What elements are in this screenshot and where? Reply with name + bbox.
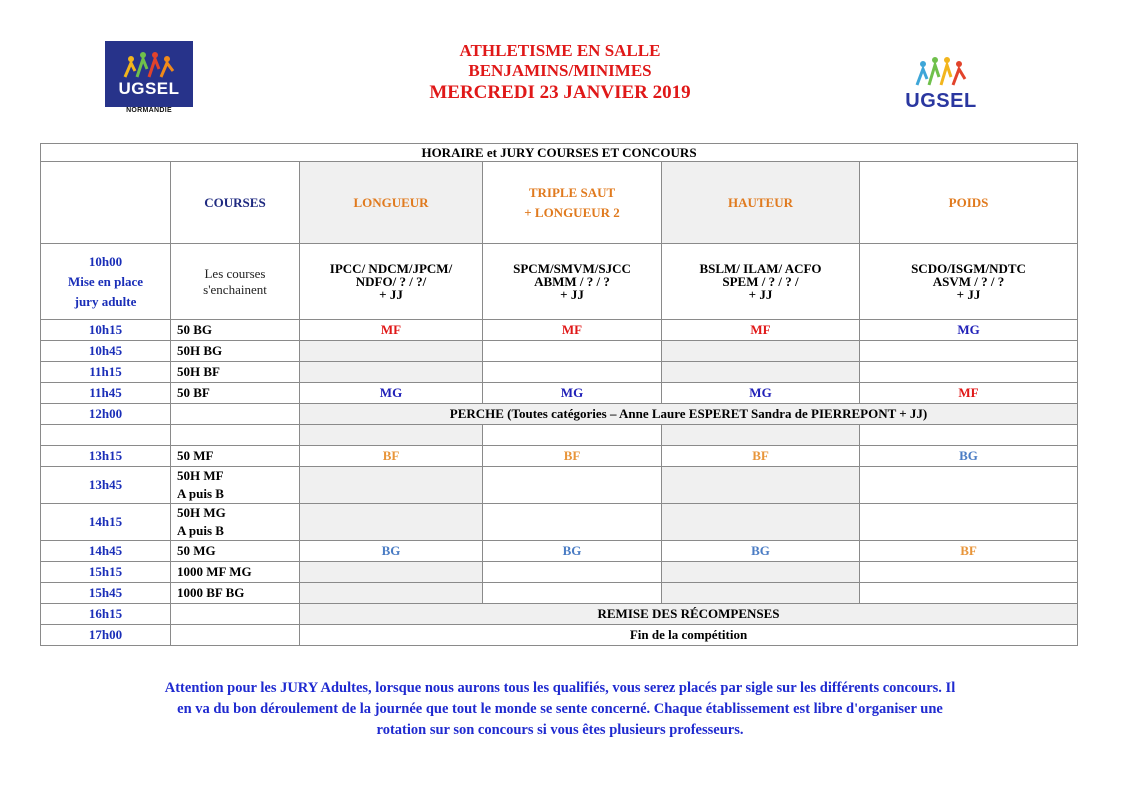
category-cell: BG: [300, 541, 483, 562]
awards-banner: REMISE DES RÉCOMPENSES: [300, 604, 1078, 625]
jury-hauteur: [662, 244, 860, 320]
table-title: HORAIRE et JURY COURSES ET CONCOURS: [41, 144, 1078, 162]
category-cell: MF: [300, 320, 483, 341]
empty-cell: [860, 362, 1078, 383]
race-cell: 50 BG: [171, 320, 300, 341]
category-cell: MG: [860, 320, 1078, 341]
category-cell: MG: [300, 383, 483, 404]
race-cell: 50 MG: [171, 541, 300, 562]
empty-cell: [860, 583, 1078, 604]
jury-line: SPCM/SMVM/SJCC: [513, 261, 631, 276]
title-line-1: ATHLETISME EN SALLE: [459, 41, 661, 60]
table-row: [41, 625, 1078, 646]
category-cell: BF: [860, 541, 1078, 562]
athletes-icon: [119, 51, 179, 81]
notice-line: en va du bon déroulement de la journée que tout le monde se sente concerné. Chaque établissement est libre d'organiser une: [177, 701, 943, 717]
note-line: Les courses: [204, 265, 266, 281]
race-cell: 1000 MF MG: [171, 562, 300, 583]
race-line: 50H MF: [177, 468, 224, 483]
race-cell: [171, 467, 300, 504]
race-cell: [171, 504, 300, 541]
race-cell: 50H BG: [171, 341, 300, 362]
empty-cell: [662, 362, 860, 383]
race-cell: 50H BF: [171, 362, 300, 383]
empty-cell: [300, 362, 483, 383]
category-cell: MF: [860, 383, 1078, 404]
time-text: 10h00: [88, 253, 123, 269]
category-cell: MF: [483, 320, 662, 341]
jury-line: IPCC/ NDCM/JPCM/: [329, 261, 453, 276]
time-cell: 10h15: [41, 320, 171, 341]
race-cell: 1000 BF BG: [171, 583, 300, 604]
time-cell: [41, 244, 171, 320]
table-row: [41, 244, 1078, 320]
courses-note: [171, 244, 300, 320]
empty-cell: [662, 425, 860, 446]
empty-cell: [171, 425, 300, 446]
note-line: s'enchainent: [203, 281, 267, 297]
empty-cell: [300, 341, 483, 362]
empty-cell: [860, 425, 1078, 446]
title-line-3: MERCREDI 23 JANVIER 2019: [429, 82, 691, 103]
jury-line: + JJ: [379, 287, 403, 302]
athletes-icon: [911, 55, 971, 89]
table-row: [41, 362, 1078, 383]
title-line-2: BENJAMINS/MINIMES: [468, 61, 652, 80]
perche-banner: PERCHE (Toutes catégories – Anne Laure ESPERET Sandra de PIERREPONT + JJ): [300, 404, 1078, 425]
empty-cell: [860, 467, 1078, 504]
time-cell: 10h45: [41, 341, 171, 362]
table-row: [41, 446, 1078, 467]
race-line: A puis B: [177, 486, 224, 501]
empty-cell: [171, 404, 300, 425]
empty-cell: [662, 504, 860, 541]
logo-word: UGSEL: [905, 90, 977, 112]
notice-line: Attention pour les JURY Adultes, lorsque nous aurons tous les qualifiés, vous serez placés par sigle sur les différents concours. Il: [164, 680, 956, 696]
header-empty-cell: [41, 162, 171, 244]
category-cell: BF: [662, 446, 860, 467]
column-header-poids: POIDS: [860, 162, 1078, 244]
jury-triple-saut: [483, 244, 662, 320]
column-header-courses: COURSES: [171, 162, 300, 244]
end-banner: Fin de la compétition: [300, 625, 1078, 646]
empty-cell: [300, 467, 483, 504]
race-line: 50H MG: [177, 505, 226, 520]
empty-cell: [483, 562, 662, 583]
time-cell: 17h00: [41, 625, 171, 646]
time-cell: 14h45: [41, 541, 171, 562]
empty-cell: [662, 467, 860, 504]
logo-subtitle: NORMANDIE: [126, 107, 172, 114]
empty-cell: [662, 583, 860, 604]
jury-longueur: [300, 244, 483, 320]
empty-cell: [300, 562, 483, 583]
empty-cell: [483, 583, 662, 604]
ugsel-logo: [902, 55, 980, 115]
category-cell: BG: [662, 541, 860, 562]
time-cell: 12h00: [41, 404, 171, 425]
table-row: [41, 383, 1078, 404]
empty-cell: [300, 583, 483, 604]
category-cell: BF: [483, 446, 662, 467]
time-cell: 14h15: [41, 504, 171, 541]
column-header-hauteur: HAUTEUR: [662, 162, 860, 244]
category-cell: MF: [662, 320, 860, 341]
jury-line: SPEM / ? / ? /: [722, 274, 799, 289]
empty-cell: [483, 467, 662, 504]
empty-cell: [171, 604, 300, 625]
race-cell: 50 MF: [171, 446, 300, 467]
table-row: [41, 583, 1078, 604]
schedule-table: [40, 143, 1078, 646]
empty-cell: [860, 562, 1078, 583]
table-row: [41, 341, 1078, 362]
jury-line: NDFO/ ? / ?/: [355, 274, 427, 289]
category-cell: MG: [662, 383, 860, 404]
empty-cell: [860, 504, 1078, 541]
time-cell: 15h45: [41, 583, 171, 604]
jury-poids: [860, 244, 1078, 320]
table-row: [41, 320, 1078, 341]
time-cell: 13h45: [41, 467, 171, 504]
category-cell: MG: [483, 383, 662, 404]
column-header-triple-saut: [483, 162, 662, 244]
time-cell: 15h15: [41, 562, 171, 583]
jury-line: SCDO/ISGM/NDTC: [911, 261, 1026, 276]
time-text: jury adulte: [74, 293, 137, 309]
empty-cell: [41, 425, 171, 446]
jury-line: + JJ: [956, 287, 981, 302]
empty-cell: [171, 625, 300, 646]
jury-line: ASVM / ? / ?: [932, 274, 1005, 289]
jury-line: ABMM / ? / ?: [534, 274, 610, 289]
table-row: [41, 467, 1078, 504]
table-row: [41, 504, 1078, 541]
empty-cell: [300, 425, 483, 446]
table-row: [41, 562, 1078, 583]
jury-line: BSLM/ ILAM/ ACFO: [699, 261, 822, 276]
empty-cell: [483, 504, 662, 541]
column-header-line: TRIPLE SAUT: [528, 184, 616, 200]
empty-cell: [483, 425, 662, 446]
empty-cell: [300, 504, 483, 541]
time-cell: 11h15: [41, 362, 171, 383]
jury-notice: [55, 678, 1065, 741]
time-text: Mise en place: [67, 273, 144, 289]
column-header-line: + LONGUEUR 2: [524, 204, 620, 220]
empty-cell: [662, 341, 860, 362]
column-header-longueur: LONGUEUR: [300, 162, 483, 244]
table-row: [41, 604, 1078, 625]
table-row: [41, 404, 1078, 425]
logo-background: [105, 41, 193, 107]
category-cell: BG: [860, 446, 1078, 467]
jury-line: + JJ: [560, 287, 584, 302]
race-line: A puis B: [177, 523, 224, 538]
empty-cell: [483, 362, 662, 383]
logo-word: UGSEL: [118, 79, 180, 98]
category-cell: BF: [300, 446, 483, 467]
jury-line: + JJ: [748, 287, 773, 302]
time-cell: 11h45: [41, 383, 171, 404]
notice-line: rotation sur son concours si vous êtes plusieurs professeurs.: [376, 722, 744, 738]
table-row: [41, 541, 1078, 562]
category-cell: BG: [483, 541, 662, 562]
ugsel-normandie-logo: [105, 41, 193, 115]
time-cell: 16h15: [41, 604, 171, 625]
empty-cell: [860, 341, 1078, 362]
time-cell: 13h15: [41, 446, 171, 467]
race-cell: 50 BF: [171, 383, 300, 404]
empty-cell: [662, 562, 860, 583]
table-row-blank: [41, 425, 1078, 446]
empty-cell: [483, 341, 662, 362]
